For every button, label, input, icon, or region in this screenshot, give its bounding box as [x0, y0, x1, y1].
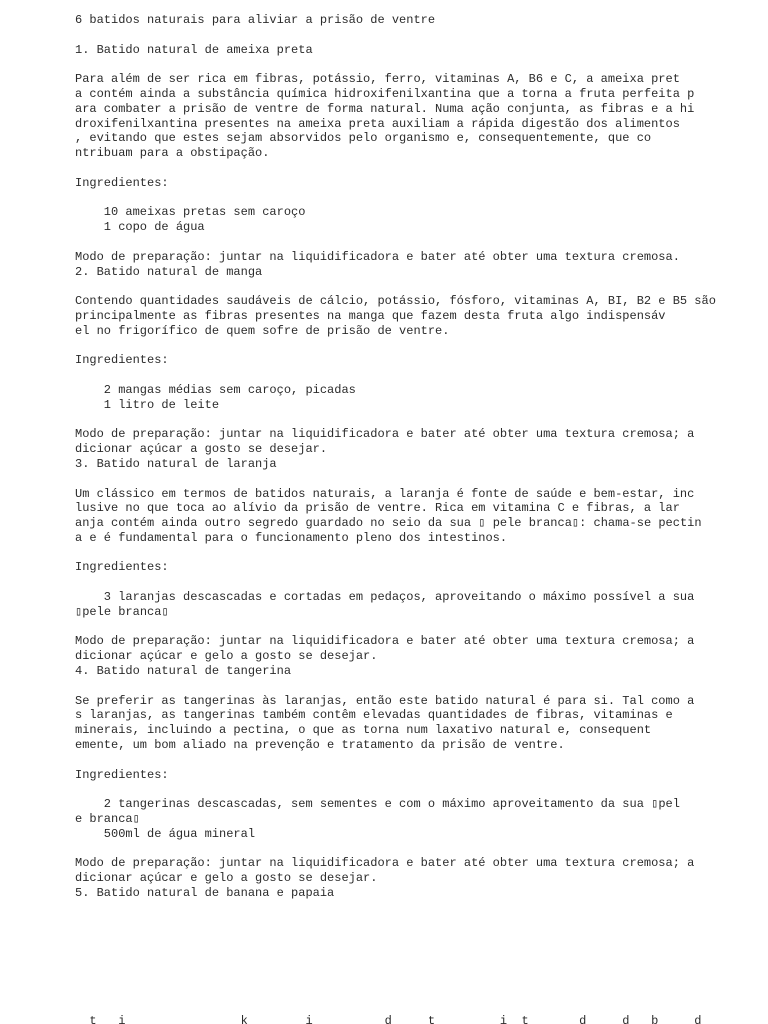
ingredients-label: Ingredientes: — [75, 560, 169, 575]
ingredient-item: 2 tangerinas descascadas, sem sementes e com o máximo aproveitamento da sua ▯pel — [75, 797, 680, 812]
section-heading: 1. Batido natural de ameixa preta — [75, 42, 313, 57]
ingredient-item: e branca▯ — [75, 812, 140, 827]
ingredient-item: 1 litro de leite — [75, 397, 220, 412]
method-line: dicionar açúcar e gelo a gosto se desejar. — [75, 649, 378, 664]
body-line: Para além de ser rica em fibras, potássio, ferro, vitaminas A, B6 e C, a ameixa pret — [75, 72, 680, 87]
section-heading: 5. Batido natural de banana e papaia — [75, 886, 335, 901]
body-line: ara combater a prisão de ventre de forma natural. Numa ação conjunta, as fibras e a hi — [75, 101, 695, 116]
body-line: a e é fundamental para o funcionamento pleno dos intestinos. — [75, 530, 508, 545]
body-line: minerais, incluindo a pectina, o que as torna num laxativo natural e, consequent — [75, 723, 652, 738]
method-line: dicionar açúcar a gosto se desejar. — [75, 442, 328, 457]
body-line: principalmente as fibras presentes na manga que fazem desta fruta algo indispensáv — [75, 308, 666, 323]
section-heading: 2. Batido natural de manga — [75, 264, 263, 279]
ingredient-item: 500ml de água mineral — [75, 826, 256, 841]
body-line: , evitando que estes sejam absorvidos pelo organismo e, consequentemente, que co — [75, 131, 652, 146]
ingredient-item: ▯pele branca▯ — [75, 604, 169, 619]
body-line: emente, um bom aliado na prevenção e tratamento da prisão de ventre. — [75, 738, 565, 753]
section-tangerina — [75, 664, 755, 886]
body-line: Se preferir as tangerinas às laranjas, então este batido natural é para si. Tal como a — [75, 693, 695, 708]
body-line: Contendo quantidades saudáveis de cálcio, potássio, fósforo, vitaminas A, BI, B2 e B5 são — [75, 294, 716, 309]
body-line: s laranjas, as tangerinas também contêm elevadas quantidades de fibras, vitaminas e — [75, 708, 673, 723]
body-line: lusive no que toca ao alívio da prisão de ventre. Rica em vitamina C e fibras, a lar — [75, 501, 680, 516]
method-line: Modo de preparação: juntar na liquidificadora e bater até obter uma textura cremosa; a — [75, 856, 695, 871]
ingredients-label: Ingredientes: — [75, 175, 169, 190]
section-laranja — [75, 457, 755, 664]
method-line: Modo de preparação: juntar na liquidificadora e bater até obter uma textura cremosa. — [75, 249, 680, 264]
body-line: Um clássico em termos de batidos naturais, a laranja é fonte de saúde e bem-estar, inc — [75, 486, 695, 501]
section-heading: 4. Batido natural de tangerina — [75, 664, 292, 679]
body-line: ntribuam para a obstipação. — [75, 146, 270, 161]
ingredients-label: Ingredientes: — [75, 353, 169, 368]
body-line: droxifenilxantina presentes na ameixa preta auxiliam a rápida digestão dos alimentos — [75, 116, 680, 131]
method-line: Modo de preparação: juntar na liquidificadora e bater até obter uma textura cremosa; a — [75, 427, 695, 442]
body-line: el no frigorífico de quem sofre de prisão de ventre. — [75, 323, 450, 338]
ingredient-item: 2 mangas médias sem caroço, picadas — [75, 382, 356, 397]
method-line: dicionar açúcar e gelo a gosto se desejar. — [75, 871, 378, 886]
document-title: 6 batidos naturais para aliviar a prisão de ventre — [75, 13, 436, 27]
method-line: Modo de preparação: juntar na liquidificadora e bater até obter uma textura cremosa; a — [75, 634, 695, 649]
ingredient-item: 10 ameixas pretas sem caroço — [75, 205, 306, 220]
section-heading: 3. Batido natural de laranja — [75, 456, 277, 471]
document-body — [75, 13, 755, 901]
ingredient-item: 1 copo de água — [75, 220, 205, 235]
section-banana-papaia — [75, 886, 755, 901]
section-ameixa — [75, 43, 755, 265]
body-line: a contém ainda a substância química hidroxifenilxantina que a torna a fruta perfeita p — [75, 86, 695, 101]
cut-off-text-line: t i k i d t i t d d b d — [75, 1014, 702, 1024]
ingredient-item: 3 laranjas descascadas e cortadas em pedaços, aproveitando o máximo possível a sua — [75, 590, 695, 605]
body-line: anja contém ainda outro segredo guardado no seio da sua ▯ pele branca▯: chama-se pectin — [75, 516, 702, 531]
ingredients-label: Ingredientes: — [75, 767, 169, 782]
section-manga — [75, 265, 755, 457]
